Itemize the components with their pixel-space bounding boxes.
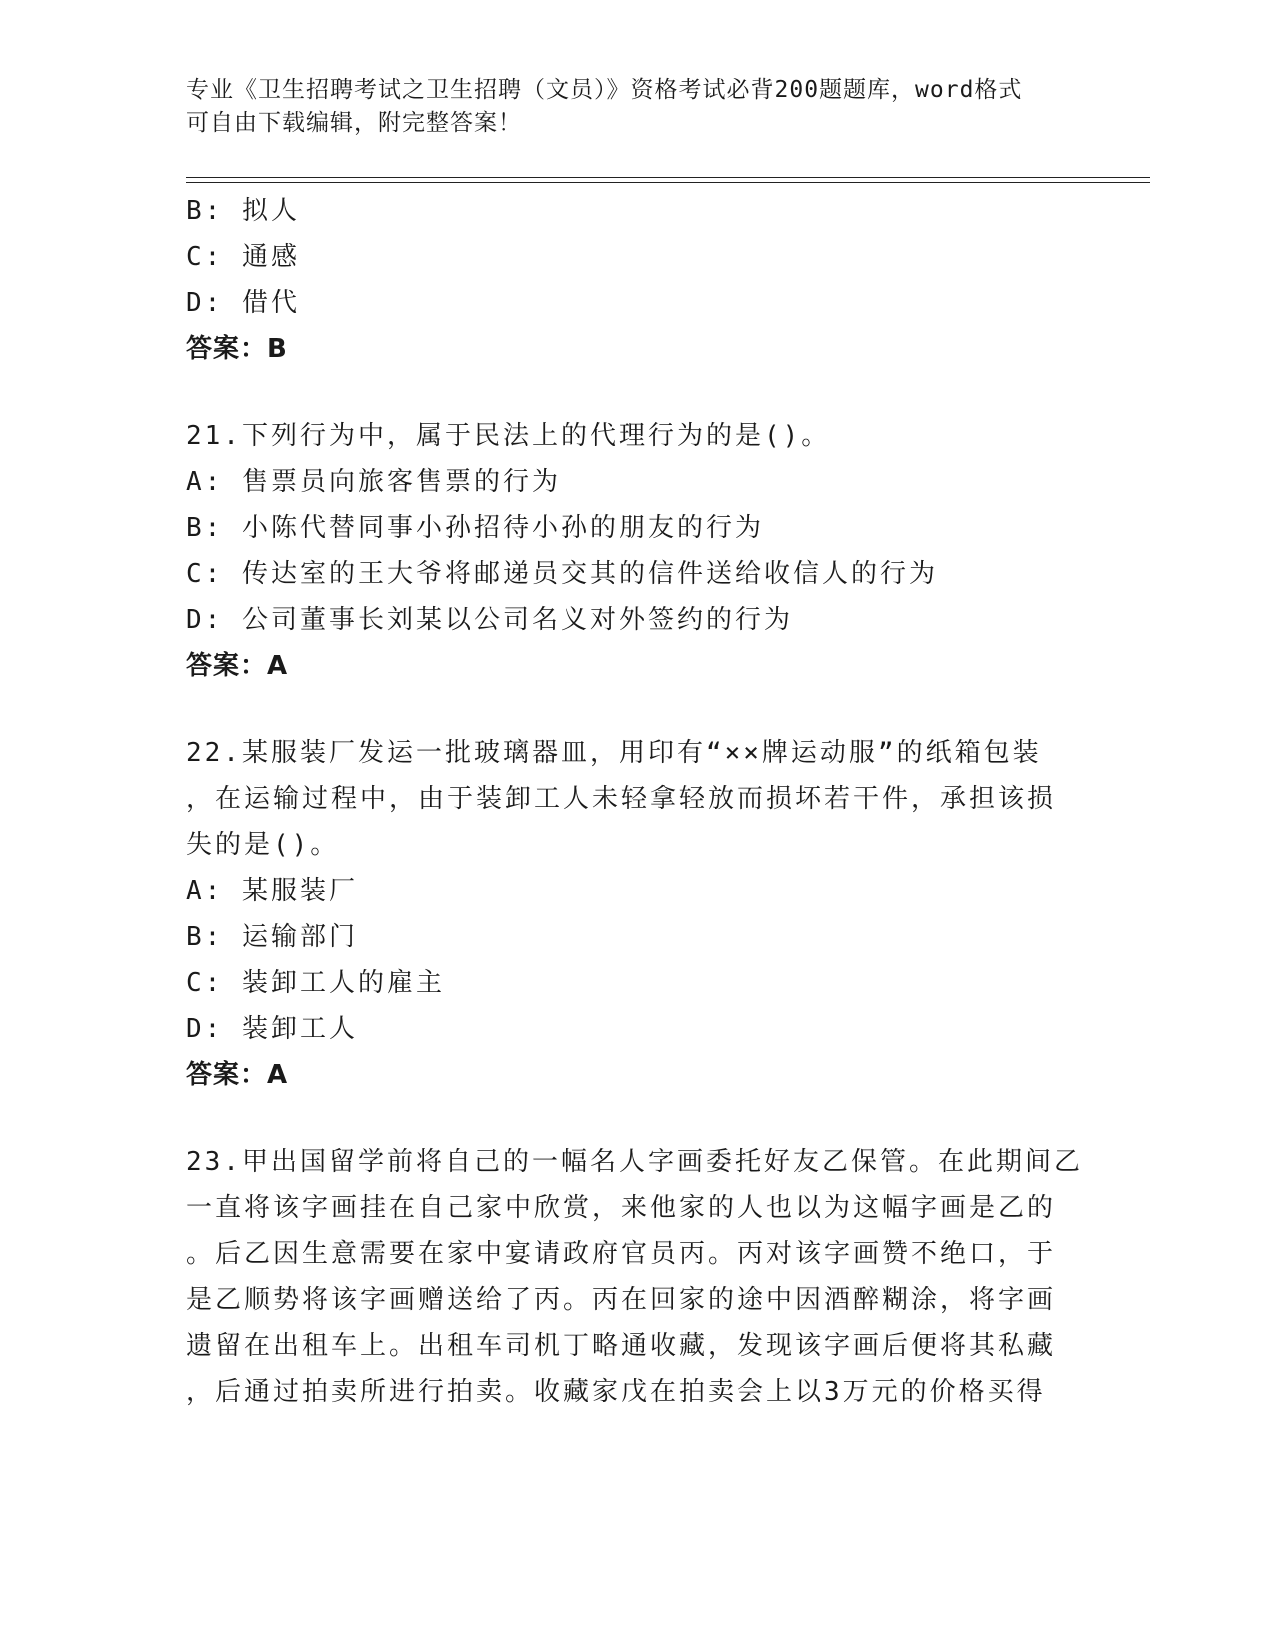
question-text-line-4: 是乙顺势将该字画赠送给了丙。丙在回家的途中因酒醉糊涂，将字画	[186, 1285, 1057, 1315]
option-c: C: 装卸工人的雇主	[186, 968, 445, 998]
header-rule-top	[186, 177, 1150, 178]
question-text-line-2: ，在运输过程中，由于装卸工人未轻拿轻放而损坏若干件，承担该损	[186, 784, 1057, 814]
question-22	[186, 730, 1086, 1098]
question-20-continuation	[186, 188, 1086, 372]
spacer	[186, 689, 1086, 730]
option-d: D: 借代	[186, 288, 300, 318]
answer-line: 答案：A	[186, 651, 289, 681]
option-b: B: 拟人	[186, 196, 300, 226]
option-a: A: 某服装厂	[186, 876, 358, 906]
option-c: C: 传达室的王大爷将邮递员交其的信件送给收信人的行为	[186, 559, 938, 589]
option-b: B: 小陈代替同事小孙招待小孙的朋友的行为	[186, 513, 764, 543]
option-d: D: 公司董事长刘某以公司名义对外签约的行为	[186, 605, 793, 635]
question-text-line-1: 22.某服装厂发运一批玻璃器皿，用印有“××牌运动服”的纸箱包装	[186, 738, 1042, 768]
spacer	[186, 372, 1086, 413]
question-text-line-3: 。后乙因生意需要在家中宴请政府官员丙。丙对该字画赞不绝口，于	[186, 1239, 1057, 1269]
header-line-2: 可自由下载编辑，附完整答案！	[186, 110, 522, 136]
question-text-line-1: 23.甲出国留学前将自己的一幅名人字画委托好友乙保管。在此期间乙	[186, 1147, 1083, 1177]
question-text-line-6: ，后通过拍卖所进行拍卖。收藏家戊在拍卖会上以3万元的价格买得	[186, 1377, 1046, 1407]
document-header	[186, 74, 1066, 140]
option-a: A: 售票员向旅客售票的行为	[186, 467, 561, 497]
option-d: D: 装卸工人	[186, 1014, 358, 1044]
question-text-line-3: 失的是()。	[186, 830, 340, 860]
header-rule-bottom	[186, 182, 1150, 183]
document-body	[186, 188, 1086, 1415]
question-text-line-5: 遗留在出租车上。出租车司机丁略通收藏，发现该字画后便将其私藏	[186, 1331, 1057, 1361]
question-21	[186, 413, 1086, 689]
question-23	[186, 1139, 1086, 1415]
answer-line: 答案：A	[186, 1060, 289, 1090]
spacer	[186, 1098, 1086, 1139]
option-c: C: 通感	[186, 242, 300, 272]
option-b: B: 运输部门	[186, 922, 358, 952]
question-text: 21.下列行为中，属于民法上的代理行为的是()。	[186, 421, 831, 451]
header-line-1: 专业《卫生招聘考试之卫生招聘（文员）》资格考试必背200题题库，word格式	[186, 77, 1023, 103]
question-text-line-2: 一直将该字画挂在自己家中欣赏，来他家的人也以为这幅字画是乙的	[186, 1193, 1057, 1223]
answer-line: 答案：B	[186, 334, 288, 364]
